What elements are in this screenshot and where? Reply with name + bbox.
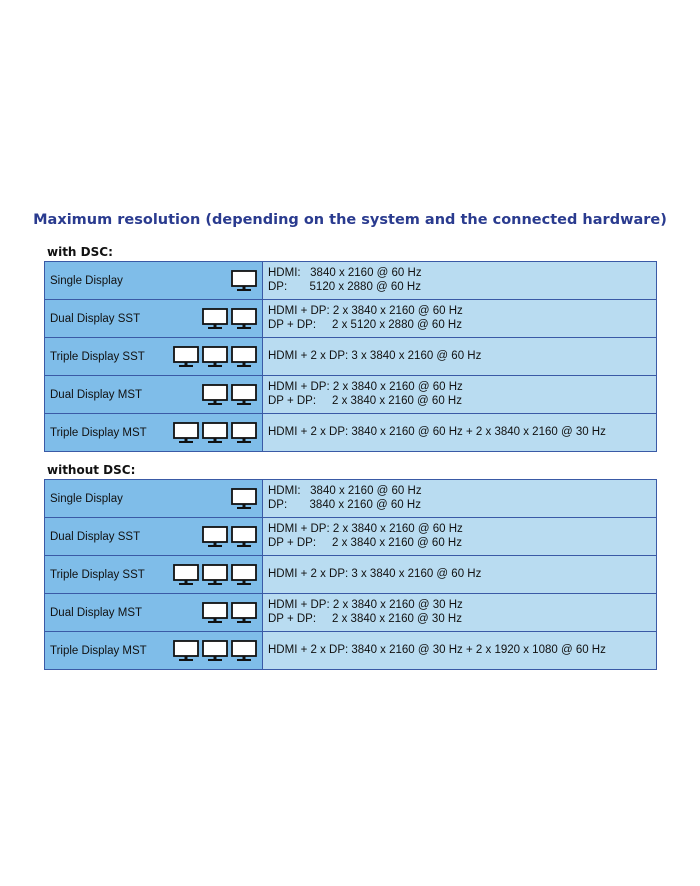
display-mode-label: Single Display — [50, 274, 123, 287]
monitor-icon — [202, 564, 228, 586]
display-mode-cell — [45, 556, 263, 593]
table-row — [45, 376, 657, 414]
resolution-cell — [263, 376, 657, 413]
monitor-icon — [202, 640, 228, 662]
table-row — [45, 414, 657, 452]
monitor-icon — [173, 640, 199, 662]
monitor-icon — [202, 602, 228, 624]
display-mode-cell — [45, 338, 263, 375]
monitor-icons — [173, 422, 257, 444]
resolution-cell — [263, 262, 657, 299]
monitor-icon — [202, 308, 228, 330]
resolution-cell — [263, 518, 657, 555]
resolution-line: HDMI: 3840 x 2160 @ 60 Hz — [268, 267, 422, 279]
monitor-icons — [231, 488, 257, 510]
resolution-line: HDMI + DP: 2 x 3840 x 2160 @ 60 Hz — [268, 305, 463, 317]
display-mode-label: Dual Display MST — [50, 388, 143, 401]
monitor-icons — [202, 308, 257, 330]
table-row — [45, 632, 657, 670]
resolution-cell — [263, 556, 657, 593]
monitor-icon — [173, 346, 199, 368]
monitor-icon — [202, 384, 228, 406]
display-mode-label: Triple Display MST — [50, 644, 147, 657]
resolution-line: DP: 5120 x 2880 @ 60 Hz — [268, 280, 421, 293]
monitor-icon — [231, 384, 257, 406]
table-row — [45, 300, 657, 338]
table-row — [45, 262, 657, 300]
monitor-icon — [231, 270, 257, 292]
table-row — [45, 338, 657, 376]
monitor-icon — [202, 422, 228, 444]
monitor-icon — [231, 640, 257, 662]
display-mode-label: Triple Display SST — [50, 568, 145, 581]
display-mode-cell — [45, 414, 263, 451]
monitor-icons — [173, 640, 257, 662]
display-mode-label: Single Display — [50, 492, 123, 505]
resolution-line: HDMI + DP: 2 x 3840 x 2160 @ 60 Hz — [268, 381, 463, 393]
monitor-icon — [231, 526, 257, 548]
resolution-cell — [263, 632, 657, 669]
monitor-icons — [173, 564, 257, 586]
monitor-icon — [231, 564, 257, 586]
display-mode-cell — [45, 376, 263, 413]
display-mode-cell — [45, 480, 263, 517]
monitor-icons — [202, 602, 257, 624]
display-mode-cell — [45, 594, 263, 631]
display-mode-label: Dual Display SST — [50, 312, 141, 325]
monitor-icon — [231, 346, 257, 368]
display-mode-cell — [45, 518, 263, 555]
resolution-line: HDMI + 2 x DP: 3840 x 2160 @ 60 Hz + 2 x 3840 x 2160 @ 30 Hz — [268, 425, 606, 438]
table-row — [45, 556, 657, 594]
resolution-line: HDMI + DP: 2 x 3840 x 2160 @ 60 Hz — [268, 523, 463, 535]
table-row — [45, 594, 657, 632]
resolution-line: HDMI: 3840 x 2160 @ 60 Hz — [268, 485, 422, 497]
monitor-icon — [231, 308, 257, 330]
resolution-cell — [263, 338, 657, 375]
resolution-cell — [263, 414, 657, 451]
monitor-icons — [202, 384, 257, 406]
resolution-cell — [263, 480, 657, 517]
display-mode-label: Triple Display SST — [50, 350, 145, 363]
monitor-icon — [173, 422, 199, 444]
display-mode-label: Triple Display MST — [50, 426, 147, 439]
resolution-line: DP + DP: 2 x 3840 x 2160 @ 60 Hz — [268, 394, 462, 407]
monitor-icons — [173, 346, 257, 368]
display-mode-label: Dual Display MST — [50, 606, 143, 619]
monitor-icons — [231, 270, 257, 292]
resolution-line: DP + DP: 2 x 5120 x 2880 @ 60 Hz — [268, 318, 462, 331]
resolution-line: DP + DP: 2 x 3840 x 2160 @ 30 Hz — [268, 612, 462, 625]
page-title: Maximum resolution (depending on the system and the connected hardware) — [33, 212, 667, 228]
display-mode-label: Dual Display SST — [50, 530, 141, 543]
resolution-cell — [263, 594, 657, 631]
monitor-icon — [173, 564, 199, 586]
resolution-cell — [263, 300, 657, 337]
resolution-line: DP + DP: 2 x 3840 x 2160 @ 60 Hz — [268, 536, 462, 549]
table-with-dsc — [44, 261, 657, 452]
monitor-icon — [231, 488, 257, 510]
monitor-icon — [202, 346, 228, 368]
monitor-icon — [231, 602, 257, 624]
resolution-line: HDMI + 2 x DP: 3 x 3840 x 2160 @ 60 Hz — [268, 567, 482, 580]
display-mode-cell — [45, 262, 263, 299]
display-mode-cell — [45, 632, 263, 669]
section-heading-without-dsc: without DSC: — [47, 463, 136, 477]
section-heading-with-dsc: with DSC: — [47, 245, 113, 259]
resolution-line: HDMI + 2 x DP: 3 x 3840 x 2160 @ 60 Hz — [268, 349, 482, 362]
table-row — [45, 480, 657, 518]
table-without-dsc — [44, 479, 657, 670]
resolution-line: HDMI + 2 x DP: 3840 x 2160 @ 30 Hz + 2 x 1920 x 1080 @ 60 Hz — [268, 643, 606, 656]
monitor-icon — [202, 526, 228, 548]
resolution-line: HDMI + DP: 2 x 3840 x 2160 @ 30 Hz — [268, 599, 463, 611]
monitor-icon — [231, 422, 257, 444]
monitor-icons — [202, 526, 257, 548]
table-row — [45, 518, 657, 556]
resolution-line: DP: 3840 x 2160 @ 60 Hz — [268, 498, 421, 511]
display-mode-cell — [45, 300, 263, 337]
